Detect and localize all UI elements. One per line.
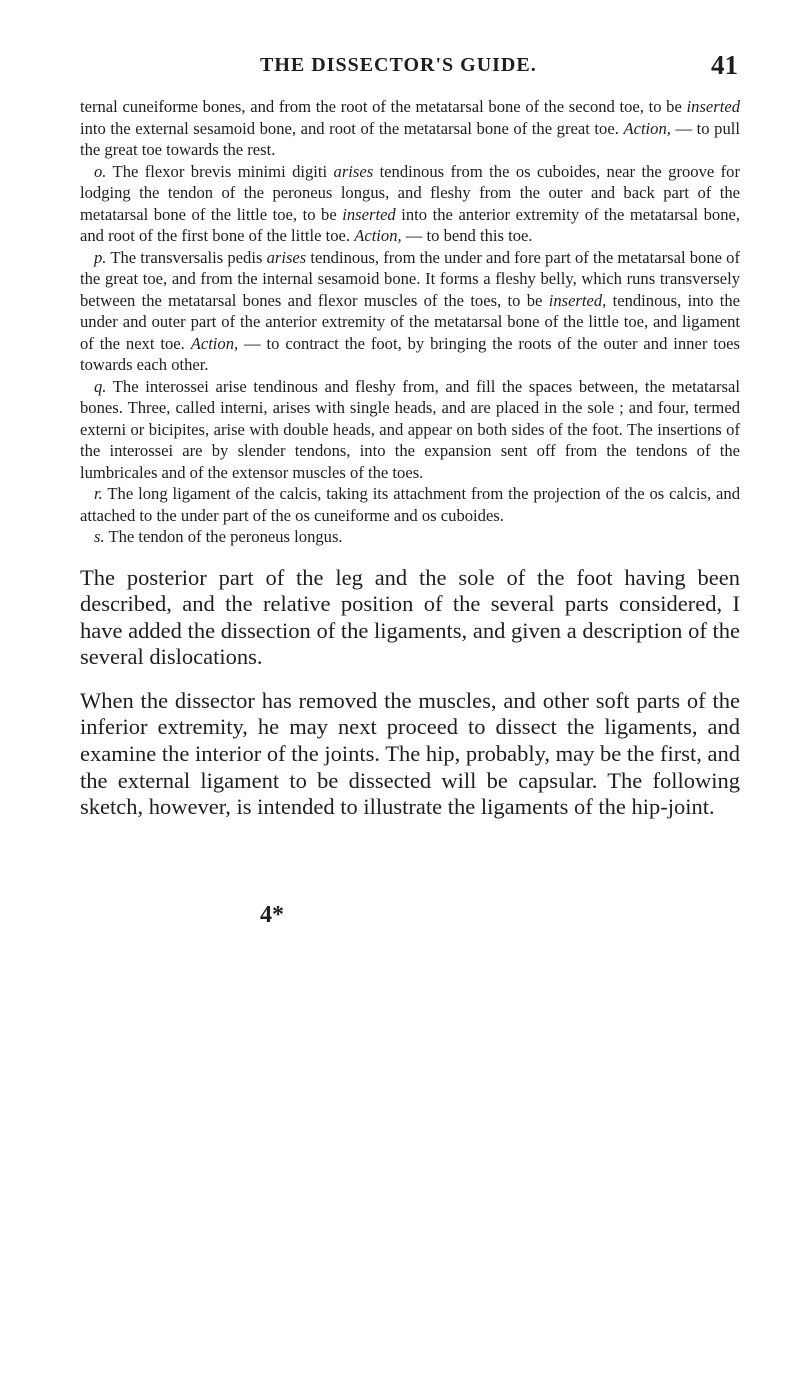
italic-run: inserted: [342, 204, 396, 224]
text-run: The tendon of the peroneus longus.: [104, 527, 343, 546]
signature-mark: 4*: [260, 902, 284, 928]
text-run: ternal cuneiforme bones, and from the root of the metatarsal bone of the second toe, to be: [80, 97, 687, 116]
text-run: The transversalis pedis: [106, 247, 267, 267]
text-run: tendinous, from the under and fore part of the metatarsal bone of the great toe, and from the internal sesamoid bone. It forms a fleshy belly, which runs transversely between the metatarsal bones and flexor muscles of the toes, to be: [80, 247, 740, 310]
text-run: into the anterior extremity of the metatarsal bone, and root of the first bone of the little toe.: [80, 204, 740, 245]
paragraph-continuation: [80, 96, 740, 161]
italic-run: Action,: [354, 226, 402, 245]
paragraph-s-peroneus-longus-tendon: [80, 526, 740, 548]
muscle-descriptions: [80, 96, 740, 548]
text-run: The long ligament of the calcis, taking its attachment from the projection of the os calcis, and attached to the under part of the os cuneiforme and os cuboides.: [80, 484, 740, 525]
text-run: into the external sesamoid bone, and root of the metatarsal bone of the great toe.: [80, 118, 624, 138]
page-header: [80, 50, 738, 80]
italic-run: p.: [94, 247, 107, 267]
paragraph-hip-joint-dissection: When the dissector has removed the muscles, and other soft parts of the inferior extremity, he may next proceed to dissect the ligaments, and examine the interior of the joints. The hip, probably, may be the first, and the external ligament to be dissected will be capsular. The following sketch, however, is intended to illustrate the ligaments of the hip-joint.: [80, 687, 740, 820]
text-run: — to pull the great toe towards the rest.: [80, 118, 740, 159]
text-run: — to contract the foot, by bringing the roots of the outer and inner toes towards each other.: [80, 333, 740, 374]
paragraph-o-flexor-brevis-minimi-digiti: [80, 161, 740, 247]
paragraph-posterior-leg-summary: The posterior part of the leg and the sole of the foot having been described, and the relative position of the several parts considered, I have added the dissection of the ligaments, and given a description of the several dislocations.: [80, 564, 740, 670]
italic-run: s.: [94, 527, 105, 546]
text-run: tendinous, into the under and outer part of the anterior extremity of the metatarsal bone of the little toe, and ligament of the next toe.: [80, 290, 740, 353]
italic-run: arises: [266, 247, 307, 267]
page-number: 41: [711, 50, 738, 80]
italic-run: r.: [94, 484, 103, 503]
paragraph-p-transversalis-pedis: [80, 247, 740, 376]
text-run: The interossei arise tendinous and fleshy from, and fill the spaces between, the metatarsal bones. Three, called interni, arises with single heads, and are placed in the sole ; and four, termed externi or bicipites, arise with double heads, and appear on both sides of the foot. The insertions of the interossei are by slender tendons, into the expansion sent off from the tendons of the lumbricales and of the extensor muscles of the toes.: [80, 376, 740, 482]
italic-run: inserted: [686, 97, 740, 116]
italic-run: inserted,: [548, 290, 607, 310]
paragraph-r-long-ligament-calcis: [80, 483, 740, 526]
text-run: The flexor brevis minimi digiti: [106, 161, 334, 181]
italic-run: arises: [333, 161, 374, 181]
text-run: tendinous from the os cuboides, near the groove for lodging the tendon of the peroneus longus, and fleshy from the outer and back part of the metatarsal bone of the little toe, to be: [80, 161, 740, 224]
ligaments-introduction: [80, 565, 740, 821]
italic-run: Action,: [190, 333, 239, 353]
italic-run: q.: [94, 376, 107, 396]
italic-run: o.: [94, 161, 107, 181]
text-run: — to bend this toe.: [401, 226, 533, 245]
running-head: THE DISSECTOR'S GUIDE.: [260, 54, 537, 76]
italic-run: Action,: [623, 118, 671, 138]
paragraph-q-interossei: [80, 376, 740, 484]
page-body: [80, 96, 740, 821]
